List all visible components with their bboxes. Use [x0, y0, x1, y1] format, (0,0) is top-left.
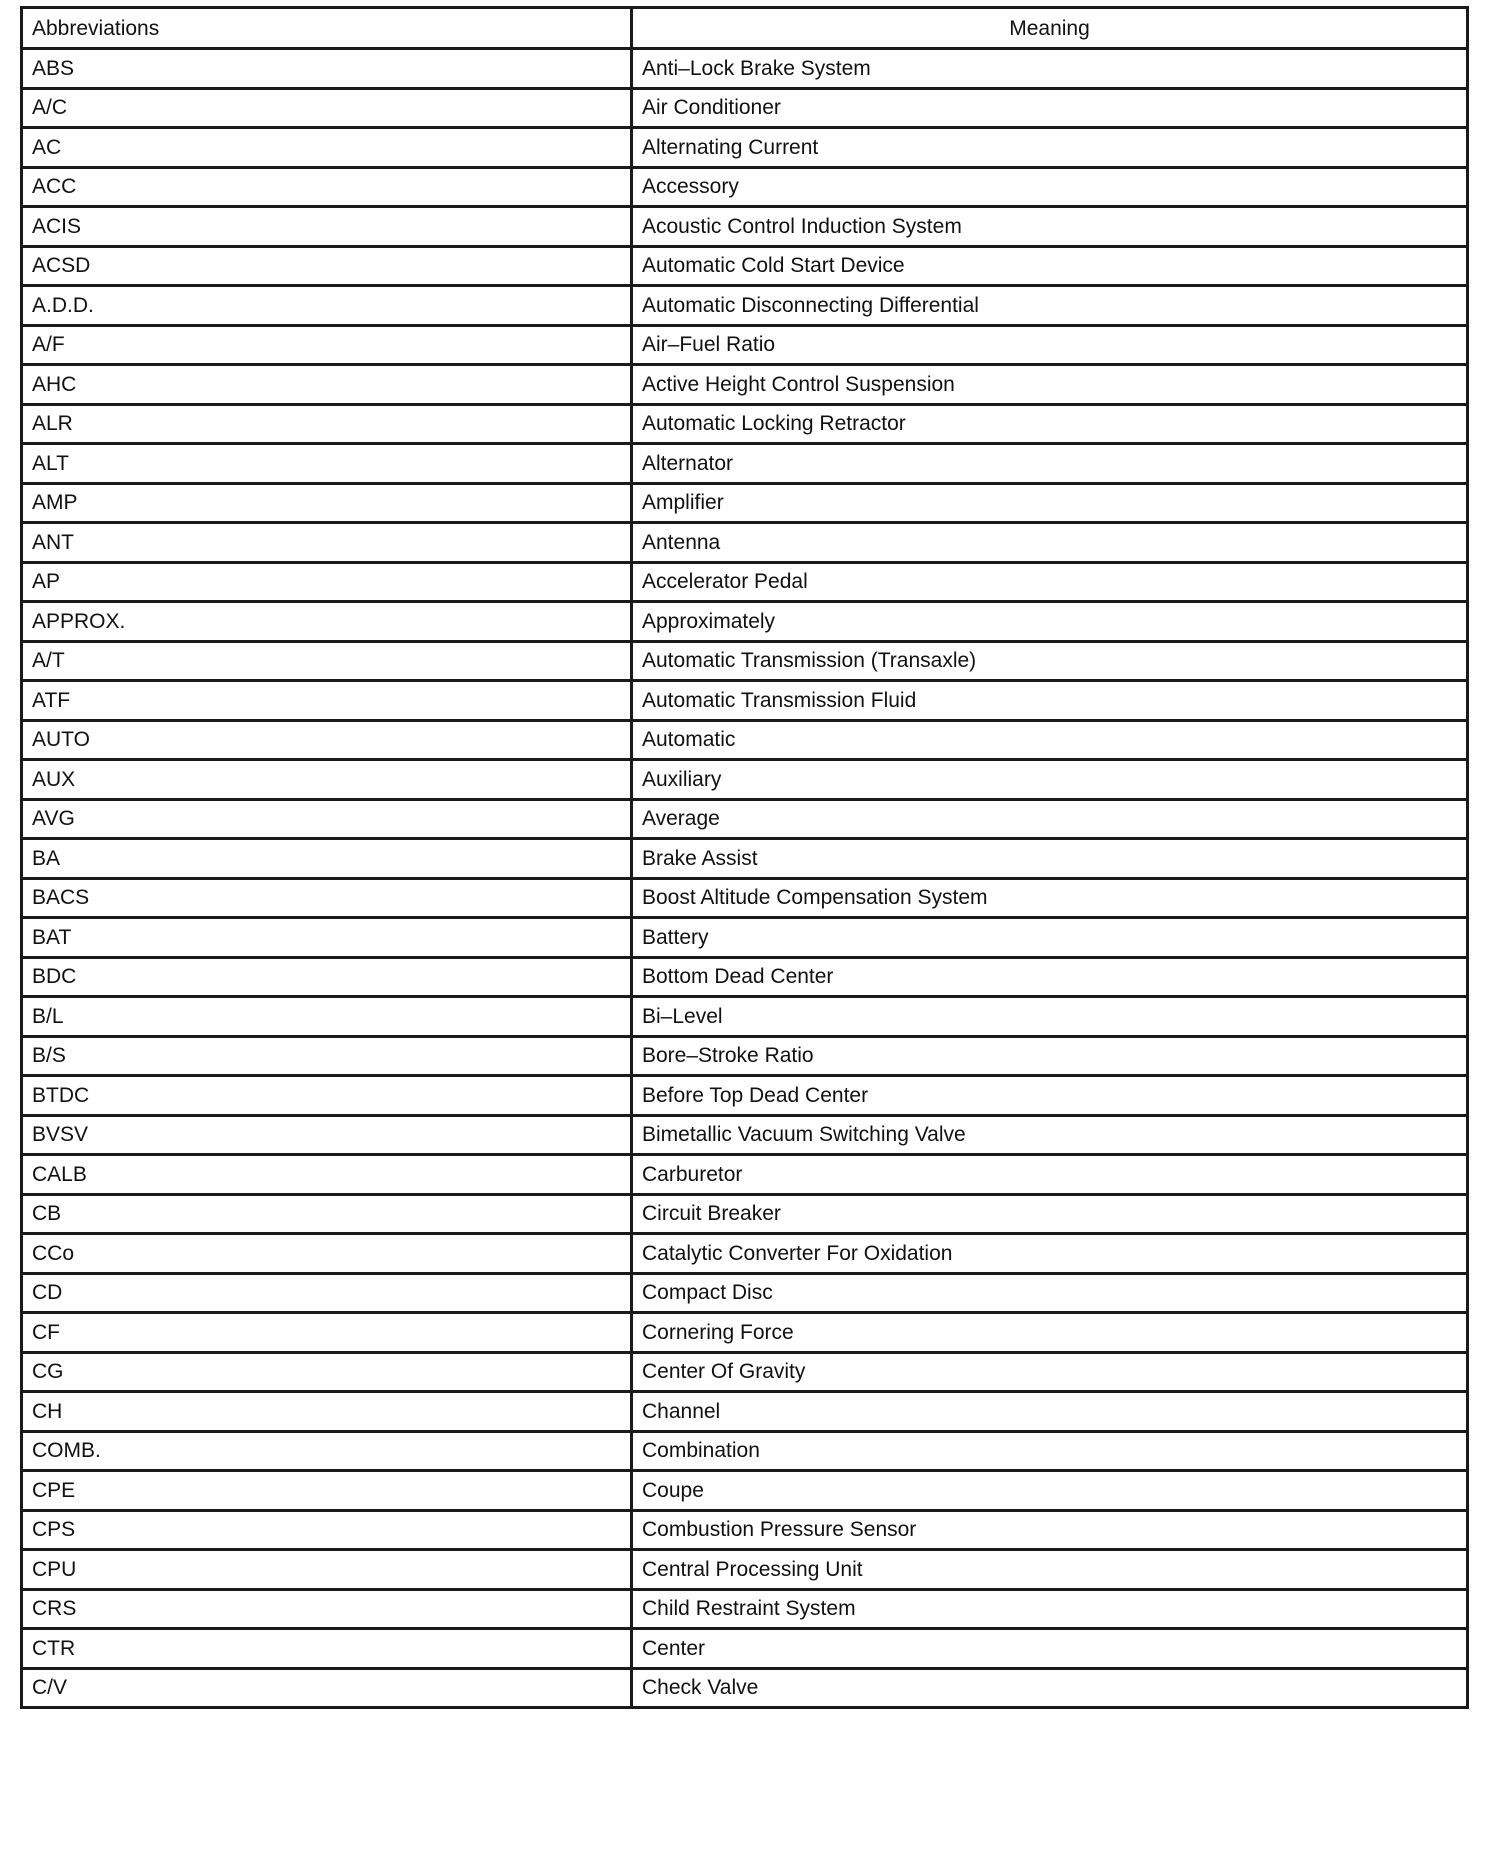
meaning-cell: Cornering Force: [632, 1313, 1468, 1353]
abbreviation-cell: CB: [22, 1194, 632, 1234]
table-row: [22, 49, 1468, 89]
meaning-cell: Automatic Disconnecting Differential: [632, 286, 1468, 326]
meaning-cell: Air Conditioner: [632, 88, 1468, 128]
meaning-cell: Child Restraint System: [632, 1589, 1468, 1629]
meaning-cell: Boost Altitude Compensation System: [632, 878, 1468, 918]
table-row: [22, 325, 1468, 365]
abbreviation-cell: BDC: [22, 957, 632, 997]
abbreviation-cell: CD: [22, 1273, 632, 1313]
abbreviation-cell: ALR: [22, 404, 632, 444]
meaning-cell: Accelerator Pedal: [632, 562, 1468, 602]
table-row: [22, 365, 1468, 405]
abbreviation-cell: A.D.D.: [22, 286, 632, 326]
table-row: [22, 720, 1468, 760]
table-row: [22, 286, 1468, 326]
meaning-cell: Battery: [632, 918, 1468, 958]
abbreviation-cell: CPU: [22, 1550, 632, 1590]
abbreviation-cell: B/S: [22, 1036, 632, 1076]
table-row: [22, 641, 1468, 681]
table-row: [22, 602, 1468, 642]
meaning-cell: Automatic Locking Retractor: [632, 404, 1468, 444]
meaning-cell: Bimetallic Vacuum Switching Valve: [632, 1115, 1468, 1155]
abbreviation-cell: BAT: [22, 918, 632, 958]
meaning-cell: Automatic Transmission Fluid: [632, 681, 1468, 721]
table-row: [22, 878, 1468, 918]
table-row: [22, 1313, 1468, 1353]
meaning-cell: Bi–Level: [632, 997, 1468, 1037]
meaning-cell: Antenna: [632, 523, 1468, 563]
meaning-cell: Center: [632, 1629, 1468, 1669]
meaning-cell: Carburetor: [632, 1155, 1468, 1195]
abbreviation-cell: AHC: [22, 365, 632, 405]
table-row: [22, 760, 1468, 800]
table-row: [22, 1036, 1468, 1076]
meaning-cell: Anti–Lock Brake System: [632, 49, 1468, 89]
meaning-cell: Air–Fuel Ratio: [632, 325, 1468, 365]
meaning-cell: Bottom Dead Center: [632, 957, 1468, 997]
table-row: [22, 1115, 1468, 1155]
meaning-cell: Alternating Current: [632, 128, 1468, 168]
table-header: [22, 8, 1468, 49]
abbreviation-cell: CH: [22, 1392, 632, 1432]
table-row: [22, 1510, 1468, 1550]
table-row: [22, 1629, 1468, 1669]
meaning-cell: Coupe: [632, 1471, 1468, 1511]
table-row: [22, 483, 1468, 523]
table-row: [22, 88, 1468, 128]
meaning-cell: Average: [632, 799, 1468, 839]
meaning-cell: Center Of Gravity: [632, 1352, 1468, 1392]
table-row: [22, 1076, 1468, 1116]
meaning-cell: Acoustic Control Induction System: [632, 207, 1468, 247]
abbreviation-cell: AUX: [22, 760, 632, 800]
meaning-cell: Approximately: [632, 602, 1468, 642]
table-row: [22, 799, 1468, 839]
table-row: [22, 404, 1468, 444]
meaning-cell: Before Top Dead Center: [632, 1076, 1468, 1116]
meaning-cell: Brake Assist: [632, 839, 1468, 879]
table-row: [22, 1550, 1468, 1590]
table-row: [22, 1155, 1468, 1195]
abbreviation-cell: CPE: [22, 1471, 632, 1511]
abbreviation-cell: ACC: [22, 167, 632, 207]
table-row: [22, 1273, 1468, 1313]
abbreviation-cell: CALB: [22, 1155, 632, 1195]
table-row: [22, 1194, 1468, 1234]
table-row: [22, 167, 1468, 207]
abbreviation-cell: ATF: [22, 681, 632, 721]
abbreviation-cell: C/V: [22, 1668, 632, 1708]
meaning-cell: Circuit Breaker: [632, 1194, 1468, 1234]
meaning-cell: Catalytic Converter For Oxidation: [632, 1234, 1468, 1274]
meaning-cell: Combustion Pressure Sensor: [632, 1510, 1468, 1550]
meaning-cell: Alternator: [632, 444, 1468, 484]
abbreviation-cell: AC: [22, 128, 632, 168]
abbreviation-cell: A/F: [22, 325, 632, 365]
meaning-cell: Active Height Control Suspension: [632, 365, 1468, 405]
table-row: [22, 1234, 1468, 1274]
abbreviations-table-container: [20, 6, 1466, 1709]
abbreviation-cell: CTR: [22, 1629, 632, 1669]
table-row: [22, 997, 1468, 1037]
table-row: [22, 562, 1468, 602]
table-row: [22, 1431, 1468, 1471]
abbreviation-cell: CRS: [22, 1589, 632, 1629]
abbreviation-cell: CCo: [22, 1234, 632, 1274]
abbreviation-cell: ACSD: [22, 246, 632, 286]
table-row: [22, 207, 1468, 247]
meaning-cell: Accessory: [632, 167, 1468, 207]
abbreviation-cell: BTDC: [22, 1076, 632, 1116]
abbreviation-cell: APPROX.: [22, 602, 632, 642]
abbreviation-cell: CG: [22, 1352, 632, 1392]
header-meaning: Meaning: [632, 8, 1468, 49]
abbreviation-cell: AP: [22, 562, 632, 602]
meaning-cell: Automatic: [632, 720, 1468, 760]
table-row: [22, 1392, 1468, 1432]
abbreviation-cell: COMB.: [22, 1431, 632, 1471]
table-row: [22, 246, 1468, 286]
table-row: [22, 957, 1468, 997]
abbreviation-cell: ABS: [22, 49, 632, 89]
meaning-cell: Channel: [632, 1392, 1468, 1432]
abbreviation-cell: ANT: [22, 523, 632, 563]
abbreviation-cell: CPS: [22, 1510, 632, 1550]
table-row: [22, 839, 1468, 879]
table-body: [22, 49, 1468, 1708]
table-row: [22, 681, 1468, 721]
abbreviation-cell: B/L: [22, 997, 632, 1037]
abbreviation-cell: A/T: [22, 641, 632, 681]
table-row: [22, 1668, 1468, 1708]
header-abbreviations: Abbreviations: [22, 8, 632, 49]
header-row: [22, 8, 1468, 49]
table-row: [22, 128, 1468, 168]
abbreviation-cell: BVSV: [22, 1115, 632, 1155]
table-row: [22, 1352, 1468, 1392]
meaning-cell: Automatic Cold Start Device: [632, 246, 1468, 286]
abbreviation-cell: A/C: [22, 88, 632, 128]
meaning-cell: Auxiliary: [632, 760, 1468, 800]
abbreviations-table: [20, 6, 1469, 1709]
meaning-cell: Compact Disc: [632, 1273, 1468, 1313]
table-row: [22, 444, 1468, 484]
meaning-cell: Automatic Transmission (Transaxle): [632, 641, 1468, 681]
meaning-cell: Check Valve: [632, 1668, 1468, 1708]
meaning-cell: Bore–Stroke Ratio: [632, 1036, 1468, 1076]
abbreviation-cell: ACIS: [22, 207, 632, 247]
abbreviation-cell: AMP: [22, 483, 632, 523]
table-row: [22, 1589, 1468, 1629]
table-row: [22, 523, 1468, 563]
abbreviation-cell: AUTO: [22, 720, 632, 760]
meaning-cell: Combination: [632, 1431, 1468, 1471]
meaning-cell: Amplifier: [632, 483, 1468, 523]
abbreviation-cell: AVG: [22, 799, 632, 839]
abbreviation-cell: BACS: [22, 878, 632, 918]
table-row: [22, 1471, 1468, 1511]
abbreviation-cell: BA: [22, 839, 632, 879]
meaning-cell: Central Processing Unit: [632, 1550, 1468, 1590]
abbreviation-cell: CF: [22, 1313, 632, 1353]
table-row: [22, 918, 1468, 958]
abbreviation-cell: ALT: [22, 444, 632, 484]
